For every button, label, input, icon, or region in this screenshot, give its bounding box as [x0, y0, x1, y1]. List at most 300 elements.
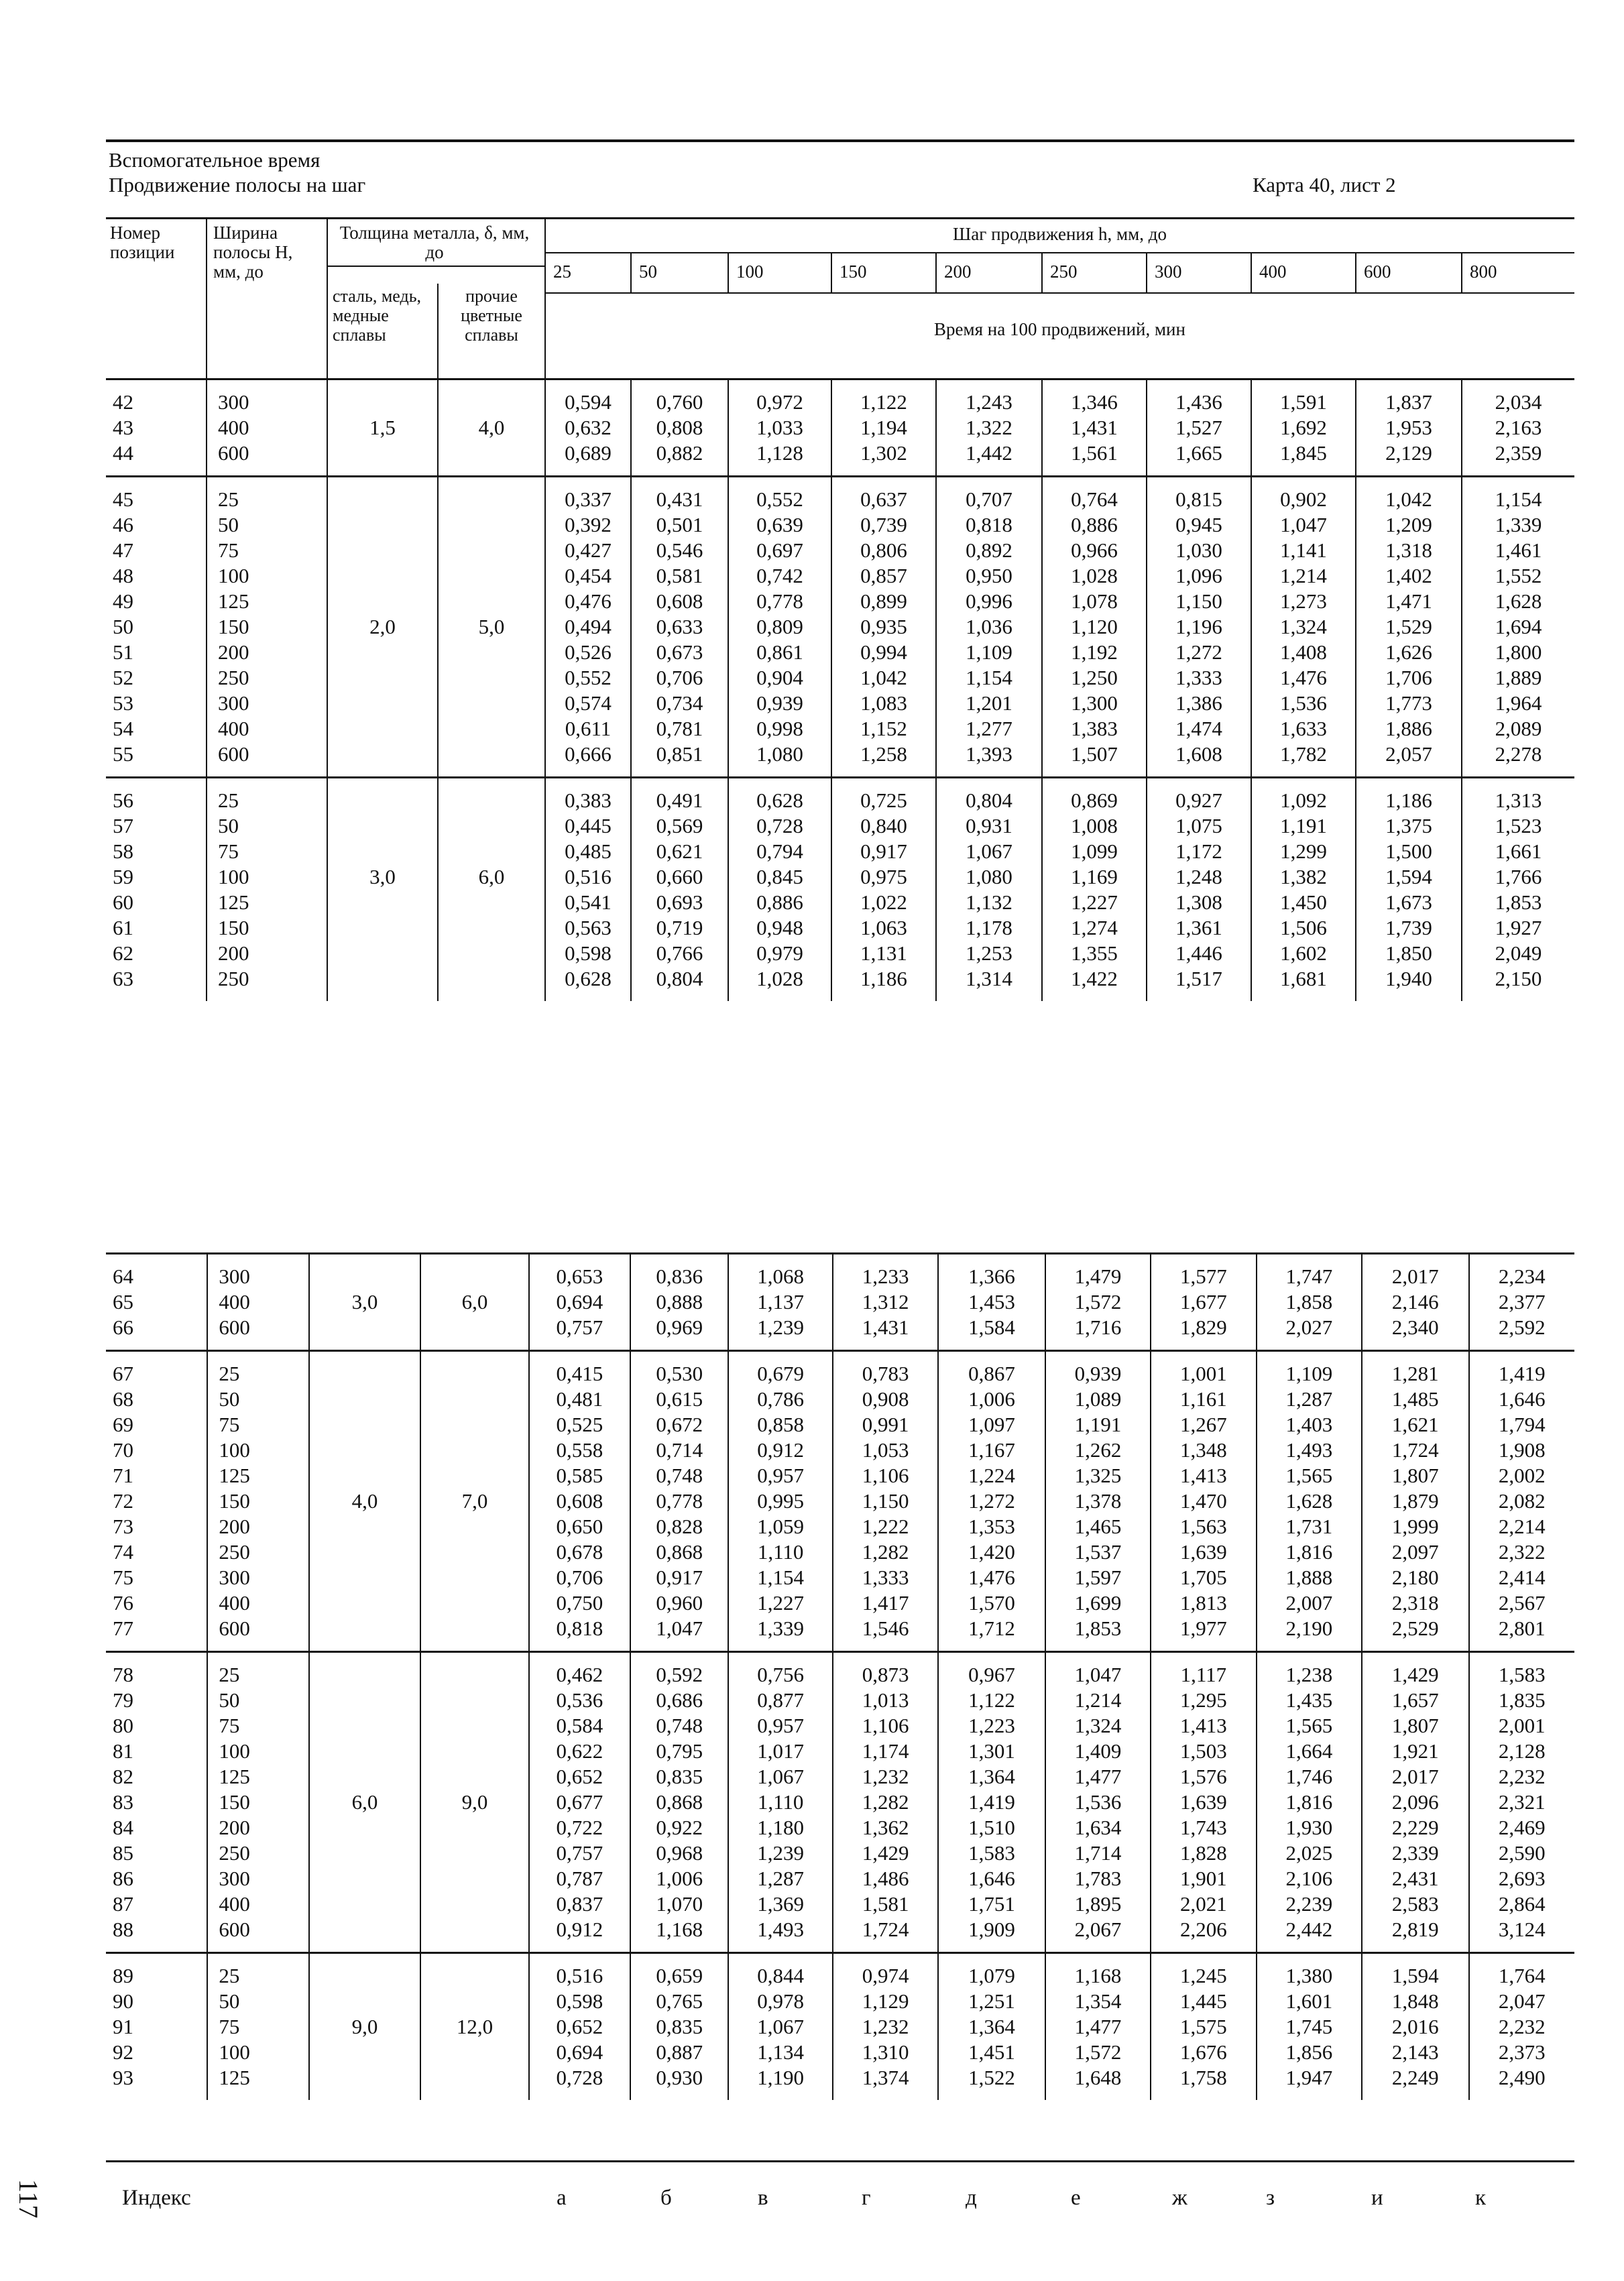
time-value: 1,853	[1495, 890, 1542, 914]
position-number: 52	[106, 665, 207, 691]
strip-width: 50	[207, 1387, 308, 1412]
time-value: 1,192	[1042, 640, 1147, 665]
time-value: 1,584	[938, 1315, 1045, 1351]
strip-width: 75	[207, 1713, 308, 1739]
time-value: 1,681	[1251, 966, 1356, 1001]
time-value: 1,227	[1042, 890, 1147, 915]
time-value: 0,835	[630, 1764, 728, 1790]
position-number: 48	[106, 563, 207, 589]
thickness-steel	[309, 1254, 421, 1290]
time-value: 0,652	[529, 2014, 630, 2040]
time-value: 2,067	[1045, 1917, 1151, 1953]
time-value: 2,082	[1498, 1489, 1546, 1513]
time-value: 1,287	[728, 1866, 832, 1891]
time-value: 0,530	[630, 1351, 728, 1387]
time-value: 1,361	[1147, 915, 1251, 941]
time-value: 2,234	[1498, 1265, 1546, 1288]
time-value: 0,757	[529, 1315, 630, 1351]
time-value: 1,274	[1042, 915, 1147, 941]
table-row	[106, 589, 1574, 614]
time-value: 1,036	[936, 614, 1042, 640]
time-value: 1,089	[1045, 1387, 1151, 1412]
time-value: 1,746	[1257, 1764, 1362, 1790]
index-letter: з	[1266, 2186, 1275, 2210]
thickness-other	[438, 691, 545, 716]
thickness-other	[438, 716, 545, 742]
position-number: 61	[106, 915, 207, 941]
time-value: 1,106	[833, 1463, 938, 1488]
time-value: 1,583	[938, 1840, 1045, 1866]
time-value: 0,719	[631, 915, 728, 941]
time-value: 1,186	[1356, 778, 1462, 814]
time-value: 1,092	[1251, 778, 1356, 814]
time-value: 0,960	[630, 1590, 728, 1616]
index-letter: а	[557, 2186, 567, 2210]
time-value: 0,633	[631, 614, 728, 640]
time-value: 0,939	[728, 691, 831, 716]
time-value: 1,167	[938, 1438, 1045, 1463]
time-value: 1,889	[1495, 666, 1542, 689]
time-value: 1,724	[833, 1917, 938, 1953]
time-value: 0,840	[831, 813, 936, 839]
time-value: 2,163	[1495, 416, 1542, 439]
position-number: 85	[106, 1840, 207, 1866]
time-value: 1,576	[1151, 1764, 1256, 1790]
time-value: 1,714	[1045, 1840, 1151, 1866]
strip-width: 300	[207, 1254, 308, 1290]
table-row	[106, 441, 1574, 477]
time-value: 0,652	[529, 1764, 630, 1790]
position-number: 42	[106, 379, 207, 416]
strip-width: 600	[207, 742, 327, 778]
thickness-other	[438, 839, 545, 864]
thickness-steel	[309, 1463, 421, 1488]
time-value: 1,028	[1042, 563, 1147, 589]
time-value: 1,194	[831, 415, 936, 441]
time-value: 0,679	[728, 1351, 832, 1387]
time-value: 1,602	[1251, 941, 1356, 966]
position-number: 64	[106, 1254, 207, 1290]
thickness-steel	[309, 1315, 421, 1351]
time-value: 1,699	[1045, 1590, 1151, 1616]
position-number: 66	[106, 1315, 207, 1351]
table-row	[106, 716, 1574, 742]
time-value: 1,591	[1251, 379, 1356, 416]
time-value: 0,873	[833, 1652, 938, 1688]
time-value: 1,485	[1362, 1387, 1468, 1412]
time-value: 0,974	[833, 1953, 938, 1989]
time-value: 1,445	[1151, 1989, 1256, 2014]
step-header-100: 100	[736, 261, 764, 282]
time-value: 2,693	[1498, 1867, 1546, 1890]
time-value: 0,673	[631, 640, 728, 665]
time-value: 1,301	[938, 1739, 1045, 1764]
strip-width: 200	[207, 1815, 308, 1840]
table-row	[106, 1412, 1574, 1438]
time-value: 0,650	[529, 1514, 630, 1539]
time-value: 0,968	[630, 1840, 728, 1866]
thickness-steel	[327, 778, 438, 814]
time-value: 1,224	[938, 1463, 1045, 1488]
time-value: 1,947	[1257, 2065, 1362, 2100]
table-row	[106, 665, 1574, 691]
header-other: прочие цветные сплавы	[461, 286, 522, 345]
table-row	[106, 512, 1574, 538]
row-group	[106, 477, 1574, 778]
strip-width: 100	[207, 864, 327, 890]
time-value: 1,813	[1151, 1590, 1256, 1616]
time-value: 0,707	[936, 477, 1042, 513]
thickness-steel	[309, 2040, 421, 2065]
time-value: 1,196	[1147, 614, 1251, 640]
strip-width: 50	[207, 1989, 308, 2014]
table-row	[106, 1289, 1574, 1315]
time-value: 1,442	[936, 441, 1042, 477]
time-value: 1,436	[1147, 379, 1251, 416]
strip-width: 150	[207, 1488, 308, 1514]
time-value: 0,462	[529, 1652, 630, 1688]
position-number: 86	[106, 1866, 207, 1891]
time-value: 2,143	[1362, 2040, 1468, 2065]
row-group	[106, 1254, 1574, 1351]
time-value: 1,706	[1356, 665, 1462, 691]
strip-width: 300	[207, 1866, 308, 1891]
time-value: 1,362	[833, 1815, 938, 1840]
time-value: 1,908	[1498, 1438, 1546, 1462]
time-value: 2,146	[1362, 1289, 1468, 1315]
thickness-steel	[309, 1616, 421, 1652]
time-value: 1,646	[1498, 1387, 1546, 1411]
time-value: 1,503	[1151, 1739, 1256, 1764]
time-value: 0,892	[936, 538, 1042, 563]
time-value: 2,567	[1498, 1591, 1546, 1615]
time-value: 0,957	[728, 1713, 832, 1739]
time-value: 1,479	[1045, 1254, 1151, 1290]
position-number: 63	[106, 966, 207, 1001]
time-value: 1,626	[1356, 640, 1462, 665]
thickness-other	[420, 1953, 528, 1989]
time-value: 2,232	[1498, 1765, 1546, 1788]
time-value: 1,665	[1147, 441, 1251, 477]
time-value: 1,747	[1257, 1254, 1362, 1290]
time-value: 1,154	[1495, 487, 1542, 511]
thickness-other	[420, 1840, 528, 1866]
time-value: 1,705	[1151, 1565, 1256, 1590]
time-value: 1,536	[1045, 1790, 1151, 1815]
time-value: 0,804	[936, 778, 1042, 814]
thickness-steel	[309, 1815, 421, 1840]
time-value: 1,248	[1147, 864, 1251, 890]
time-value: 0,415	[529, 1351, 630, 1387]
time-value: 0,818	[936, 512, 1042, 538]
time-value: 1,008	[1042, 813, 1147, 839]
time-value: 0,621	[631, 839, 728, 864]
time-value: 1,097	[938, 1412, 1045, 1438]
position-number: 88	[106, 1917, 207, 1953]
time-value: 0,945	[1147, 512, 1251, 538]
time-value: 0,748	[630, 1463, 728, 1488]
time-value: 1,888	[1257, 1565, 1362, 1590]
index-letter: к	[1475, 2186, 1487, 2210]
time-value: 1,420	[938, 1539, 1045, 1565]
thickness-other: 9,0	[420, 1790, 528, 1815]
row-group	[106, 1953, 1574, 2101]
time-value: 1,953	[1356, 415, 1462, 441]
table-row	[106, 1315, 1574, 1351]
time-value: 0,957	[728, 1463, 832, 1488]
thickness-steel	[309, 1953, 421, 1989]
time-value: 1,006	[630, 1866, 728, 1891]
time-value: 0,689	[545, 441, 631, 477]
thickness-other	[438, 441, 545, 477]
time-value: 1,300	[1042, 691, 1147, 716]
strip-width: 25	[207, 1652, 308, 1688]
header-title-1: Вспомогательное время	[109, 148, 321, 172]
time-value: 1,168	[630, 1917, 728, 1953]
time-value: 1,099	[1042, 839, 1147, 864]
time-value: 1,601	[1257, 1989, 1362, 2014]
time-value: 0,861	[728, 640, 831, 665]
time-value: 1,109	[936, 640, 1042, 665]
time-value: 2,002	[1498, 1464, 1546, 1487]
time-value: 1,807	[1362, 1713, 1468, 1739]
time-value: 1,308	[1147, 890, 1251, 915]
time-value: 1,608	[1147, 742, 1251, 778]
thickness-steel	[309, 1652, 421, 1688]
time-value: 0,725	[831, 778, 936, 814]
thickness-steel	[327, 941, 438, 966]
table-row	[106, 1565, 1574, 1590]
time-value: 3,124	[1498, 1918, 1546, 1941]
time-value: 0,756	[728, 1652, 832, 1688]
time-value: 2,096	[1362, 1790, 1468, 1815]
time-value: 1,168	[1045, 1953, 1151, 1989]
time-value: 1,233	[833, 1254, 938, 1290]
strip-width: 200	[207, 941, 327, 966]
position-number: 49	[106, 589, 207, 614]
time-value: 1,493	[728, 1917, 832, 1953]
time-value: 1,646	[938, 1866, 1045, 1891]
time-value: 1,657	[1362, 1688, 1468, 1713]
time-value: 0,728	[529, 2065, 630, 2100]
time-value: 1,186	[831, 966, 936, 1001]
time-value: 0,996	[936, 589, 1042, 614]
time-value: 2,322	[1498, 1540, 1546, 1564]
time-value: 1,070	[630, 1891, 728, 1917]
time-value: 1,096	[1147, 563, 1251, 589]
time-value: 1,366	[938, 1254, 1045, 1290]
strip-width: 50	[207, 813, 327, 839]
time-value: 0,765	[630, 1989, 728, 2014]
table-row	[106, 813, 1574, 839]
time-value: 1,506	[1251, 915, 1356, 941]
time-value: 1,664	[1257, 1739, 1362, 1764]
time-value: 1,154	[936, 665, 1042, 691]
thickness-other	[420, 1514, 528, 1539]
position-number: 57	[106, 813, 207, 839]
time-value: 1,110	[728, 1790, 832, 1815]
time-value: 2,180	[1362, 1565, 1468, 1590]
time-value: 0,869	[1042, 778, 1147, 814]
time-value: 0,935	[831, 614, 936, 640]
time-value: 1,661	[1495, 839, 1542, 863]
time-value: 1,577	[1151, 1254, 1256, 1290]
time-value: 0,501	[631, 512, 728, 538]
time-value: 0,693	[631, 890, 728, 915]
strip-width: 125	[207, 1764, 308, 1790]
time-value: 2,229	[1362, 1815, 1468, 1840]
table-row	[106, 778, 1574, 814]
time-value: 1,816	[1257, 1790, 1362, 1815]
time-value: 2,034	[1495, 390, 1542, 414]
time-value: 1,238	[1257, 1652, 1362, 1688]
time-value: 0,899	[831, 589, 936, 614]
time-value: 0,845	[728, 864, 831, 890]
time-value: 0,764	[1042, 477, 1147, 513]
position-number: 45	[106, 477, 207, 513]
index-rule	[106, 2160, 1574, 2162]
time-value: 0,558	[529, 1438, 630, 1463]
table-row	[106, 379, 1574, 416]
time-value: 0,783	[833, 1351, 938, 1387]
thickness-steel	[309, 1917, 421, 1953]
time-value: 0,525	[529, 1412, 630, 1438]
time-value: 0,611	[545, 716, 631, 742]
index-letter: е	[1071, 2186, 1081, 2210]
time-value: 1,322	[936, 415, 1042, 441]
time-value: 1,999	[1362, 1514, 1468, 1539]
time-value: 1,348	[1151, 1438, 1256, 1463]
thickness-steel: 6,0	[309, 1790, 421, 1815]
strip-width: 125	[207, 890, 327, 915]
time-value: 1,850	[1356, 941, 1462, 966]
time-value: 2,469	[1498, 1816, 1546, 1839]
time-value: 1,239	[728, 1315, 832, 1351]
time-value: 2,089	[1495, 717, 1542, 740]
table-row	[106, 1917, 1574, 1953]
time-value: 1,378	[1045, 1488, 1151, 1514]
position-number: 75	[106, 1565, 207, 1590]
thickness-steel	[309, 1351, 421, 1387]
position-number: 47	[106, 538, 207, 563]
table-row	[106, 1652, 1574, 1688]
time-value: 1,222	[833, 1514, 938, 1539]
time-value: 1,364	[938, 2014, 1045, 2040]
time-value: 2,007	[1257, 1590, 1362, 1616]
position-number: 65	[106, 1289, 207, 1315]
time-value: 2,047	[1498, 1989, 1546, 2013]
time-value: 0,337	[545, 477, 631, 513]
time-value: 1,380	[1257, 1953, 1362, 1989]
time-value: 1,262	[1045, 1438, 1151, 1463]
time-value: 1,033	[728, 415, 831, 441]
time-value: 0,886	[728, 890, 831, 915]
position-number: 79	[106, 1688, 207, 1713]
time-value: 1,853	[1045, 1616, 1151, 1652]
strip-width: 100	[207, 2040, 308, 2065]
time-value: 0,481	[529, 1387, 630, 1412]
table-row	[106, 890, 1574, 915]
strip-width: 200	[207, 1514, 308, 1539]
time-value: 1,408	[1251, 640, 1356, 665]
time-value: 1,232	[833, 1764, 938, 1790]
thickness-other	[438, 915, 545, 941]
thickness-other	[438, 742, 545, 778]
position-number: 59	[106, 864, 207, 890]
column-header	[106, 219, 1574, 378]
thickness-steel	[309, 1565, 421, 1590]
time-value: 1,161	[1151, 1387, 1256, 1412]
time-value: 1,639	[1151, 1790, 1256, 1815]
time-value: 0,516	[529, 1953, 630, 1989]
step-header-400: 400	[1259, 261, 1287, 282]
header-title-2: Продвижение полосы на шаг	[109, 173, 366, 196]
time-value: 1,282	[833, 1790, 938, 1815]
time-value: 1,692	[1251, 415, 1356, 441]
position-number: 54	[106, 716, 207, 742]
position-number: 89	[106, 1953, 207, 1989]
time-value: 1,150	[833, 1488, 938, 1514]
time-value: 1,673	[1356, 890, 1462, 915]
thickness-steel	[309, 1539, 421, 1565]
time-value: 1,134	[728, 2040, 832, 2065]
time-value: 1,180	[728, 1815, 832, 1840]
time-value: 0,427	[545, 538, 631, 563]
thickness-steel: 1,5	[327, 415, 438, 441]
position-number: 70	[106, 1438, 207, 1463]
strip-width: 400	[207, 1590, 308, 1616]
thickness-other	[420, 1866, 528, 1891]
time-value: 1,324	[1251, 614, 1356, 640]
time-value: 1,716	[1045, 1315, 1151, 1351]
thickness-steel	[309, 1866, 421, 1891]
strip-width: 25	[207, 778, 327, 814]
table-row	[106, 1840, 1574, 1866]
time-value: 0,491	[631, 778, 728, 814]
time-value: 2,340	[1362, 1315, 1468, 1351]
time-value: 1,272	[938, 1488, 1045, 1514]
strip-width: 600	[207, 441, 327, 477]
thickness-other: 12,0	[420, 2014, 528, 2040]
time-value: 1,281	[1362, 1351, 1468, 1387]
time-value: 2,129	[1356, 441, 1462, 477]
header-pos: Номер позиции	[110, 223, 175, 262]
header-thickness: Толщина металла, δ, мм, до	[339, 223, 530, 262]
strip-width: 50	[207, 512, 327, 538]
thickness-other: 5,0	[438, 614, 545, 640]
step-header-50: 50	[639, 261, 657, 282]
table-row	[106, 2040, 1574, 2065]
time-value: 0,886	[1042, 512, 1147, 538]
time-value: 0,867	[938, 1351, 1045, 1387]
thickness-other	[438, 538, 545, 563]
time-value: 1,621	[1362, 1412, 1468, 1438]
time-value: 0,722	[529, 1815, 630, 1840]
time-value: 1,067	[936, 839, 1042, 864]
time-value: 1,374	[833, 2065, 938, 2100]
time-value: 1,419	[1498, 1362, 1546, 1385]
position-number: 44	[106, 441, 207, 477]
time-value: 1,047	[630, 1616, 728, 1652]
time-value: 1,190	[728, 2065, 832, 2100]
time-value: 0,678	[529, 1539, 630, 1565]
time-value: 1,493	[1257, 1438, 1362, 1463]
time-value: 0,516	[545, 864, 631, 890]
time-value: 1,856	[1257, 2040, 1362, 2065]
time-value: 2,025	[1257, 1840, 1362, 1866]
thickness-other	[438, 941, 545, 966]
time-value: 2,190	[1257, 1616, 1362, 1652]
